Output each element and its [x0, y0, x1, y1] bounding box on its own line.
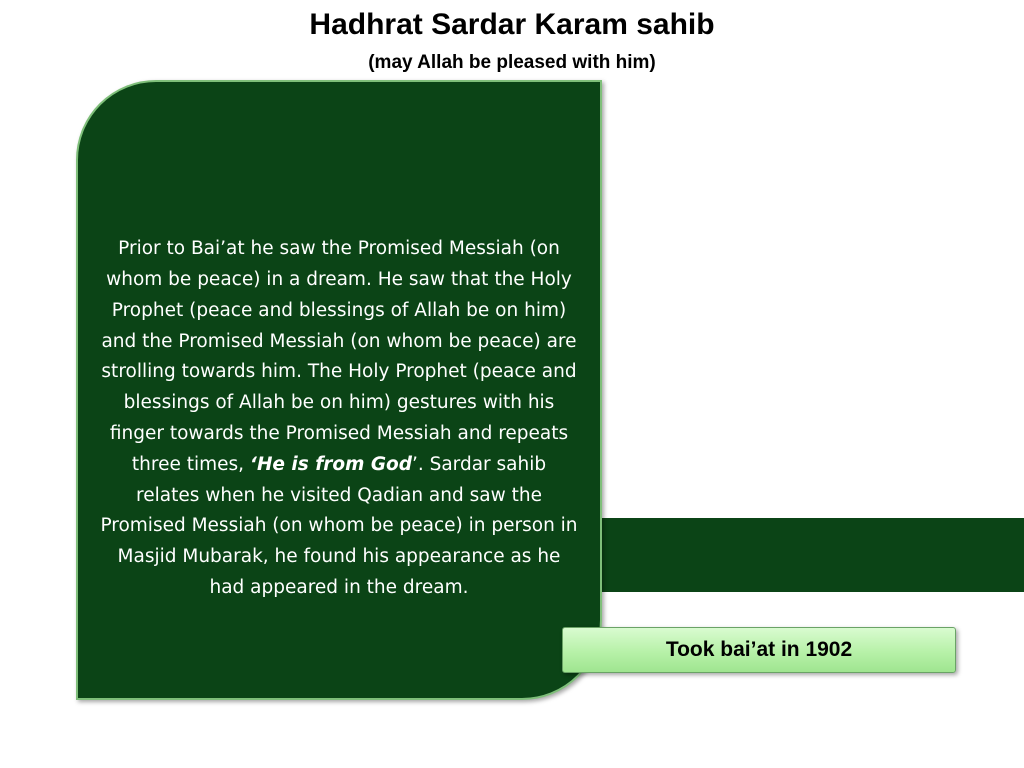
- bai-at-year-callout: Took bai’at in 1902: [562, 627, 956, 673]
- story-text: [98, 234, 580, 604]
- slide-title: Hadhrat Sardar Karam sahib: [309, 8, 715, 41]
- story-quote: ‘He is from God: [249, 453, 412, 475]
- story-panel: [76, 80, 602, 700]
- story-text-before: Prior to Bai’at he saw the Promised Messiah (on whom be peace) in a dream. He saw that the Holy Prophet (peace and blessings of Allah be on him) and the Promised Messiah (on whom be peace) are strolling towards him. The Holy Prophet (peace and blessings of Allah be on him) gestures with his finger towards the Promised Messiah and repeats three times,: [101, 238, 577, 475]
- slide-subtitle: (may Allah be pleased with him): [368, 52, 656, 73]
- story-text-after: ’. Sardar sahib relates when he visited Qadian and saw the Promised Messiah (on whom be peace) in person in Masjid Mubarak, he found his appearance as he had appeared in the dream.: [100, 453, 578, 598]
- horizontal-green-band: [590, 518, 1024, 592]
